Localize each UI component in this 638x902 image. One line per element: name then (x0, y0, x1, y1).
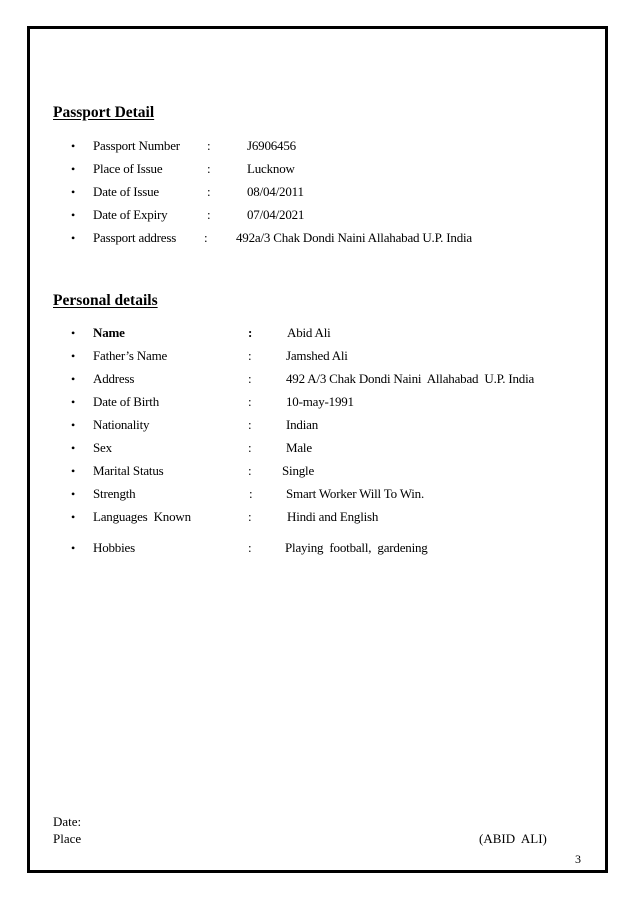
row-value: Lucknow (247, 161, 295, 176)
personal-row (0, 508, 638, 526)
bullet-icon: • (71, 208, 76, 222)
row-separator: : (248, 417, 252, 432)
row-value: J6906456 (247, 138, 296, 153)
passport-row (0, 137, 638, 155)
personal-row (0, 485, 638, 503)
row-separator: : (249, 486, 253, 501)
row-value: Smart Worker Will To Win. (286, 486, 425, 501)
row-separator: : (207, 161, 211, 176)
bullet-icon: • (71, 372, 76, 386)
personal-row (0, 370, 638, 388)
passport-detail-heading: Passport Detail (53, 104, 155, 121)
row-label: Father’s Name (93, 348, 168, 363)
personal-row (0, 439, 638, 457)
bullet-icon: • (71, 441, 76, 455)
row-separator: : (207, 184, 211, 199)
signature-name: (ABID ALI) (479, 831, 547, 846)
row-value: Indian (286, 417, 319, 432)
bullet-icon: • (71, 541, 76, 555)
row-value: Playing football, gardening (285, 540, 428, 555)
row-separator: : (248, 509, 252, 524)
bullet-icon: • (71, 231, 76, 245)
row-label: Hobbies (93, 540, 135, 555)
row-label: Date of Expiry (93, 207, 168, 222)
date-label: Date: (53, 814, 82, 829)
passport-row (0, 206, 638, 224)
bullet-icon: • (71, 349, 76, 363)
row-separator: : (248, 394, 252, 409)
place-label: Place (53, 831, 82, 846)
row-value: Jamshed Ali (286, 348, 348, 363)
row-label: Passport address (93, 230, 177, 245)
row-label: Date of Birth (93, 394, 159, 409)
bullet-icon: • (71, 185, 76, 199)
bullet-icon: • (71, 510, 76, 524)
row-separator: : (248, 440, 252, 455)
row-separator: : (204, 230, 208, 245)
row-separator: : (207, 138, 211, 153)
row-label: Strength (93, 486, 136, 501)
row-value: Male (286, 440, 312, 455)
row-label: Date of Issue (93, 184, 159, 199)
row-value: 07/04/2021 (247, 207, 305, 222)
row-separator: : (248, 463, 252, 478)
personal-details-heading: Personal details (53, 292, 158, 309)
row-value: 10-may-1991 (286, 394, 354, 409)
passport-row (0, 229, 638, 247)
row-label: Marital Status (93, 463, 164, 478)
row-separator: : (207, 207, 211, 222)
row-label: Sex (93, 440, 112, 455)
bullet-icon: • (71, 464, 76, 478)
personal-row (0, 347, 638, 365)
row-separator: : (248, 348, 252, 363)
personal-row (0, 416, 638, 434)
row-separator: : (248, 540, 252, 555)
bullet-icon: • (71, 139, 76, 153)
row-separator: : (248, 371, 252, 386)
row-label: Passport Number (93, 138, 180, 153)
row-label: Place of Issue (93, 161, 163, 176)
personal-row (0, 462, 638, 480)
bullet-icon: • (71, 418, 76, 432)
personal-row (0, 539, 638, 557)
row-value: 08/04/2011 (247, 184, 304, 199)
personal-row (0, 393, 638, 411)
bullet-icon: • (71, 162, 76, 176)
row-value: Abid Ali (287, 325, 331, 340)
row-separator: : (248, 325, 253, 340)
row-value: Single (282, 463, 315, 478)
bullet-icon: • (71, 395, 76, 409)
passport-row (0, 183, 638, 201)
row-label: Nationality (93, 417, 150, 432)
bullet-icon: • (71, 326, 76, 340)
bullet-icon: • (71, 487, 76, 501)
row-value: Hindi and English (287, 509, 379, 524)
page-number: 3 (575, 852, 581, 866)
row-label: Address (93, 371, 135, 386)
row-value: 492 A/3 Chak Dondi Naini Allahabad U.P. India (286, 371, 535, 386)
personal-row (0, 324, 638, 342)
row-label: Name (93, 325, 125, 340)
row-label: Languages Known (93, 509, 191, 524)
passport-row (0, 160, 638, 178)
row-value: 492a/3 Chak Dondi Naini Allahabad U.P. India (236, 230, 472, 245)
